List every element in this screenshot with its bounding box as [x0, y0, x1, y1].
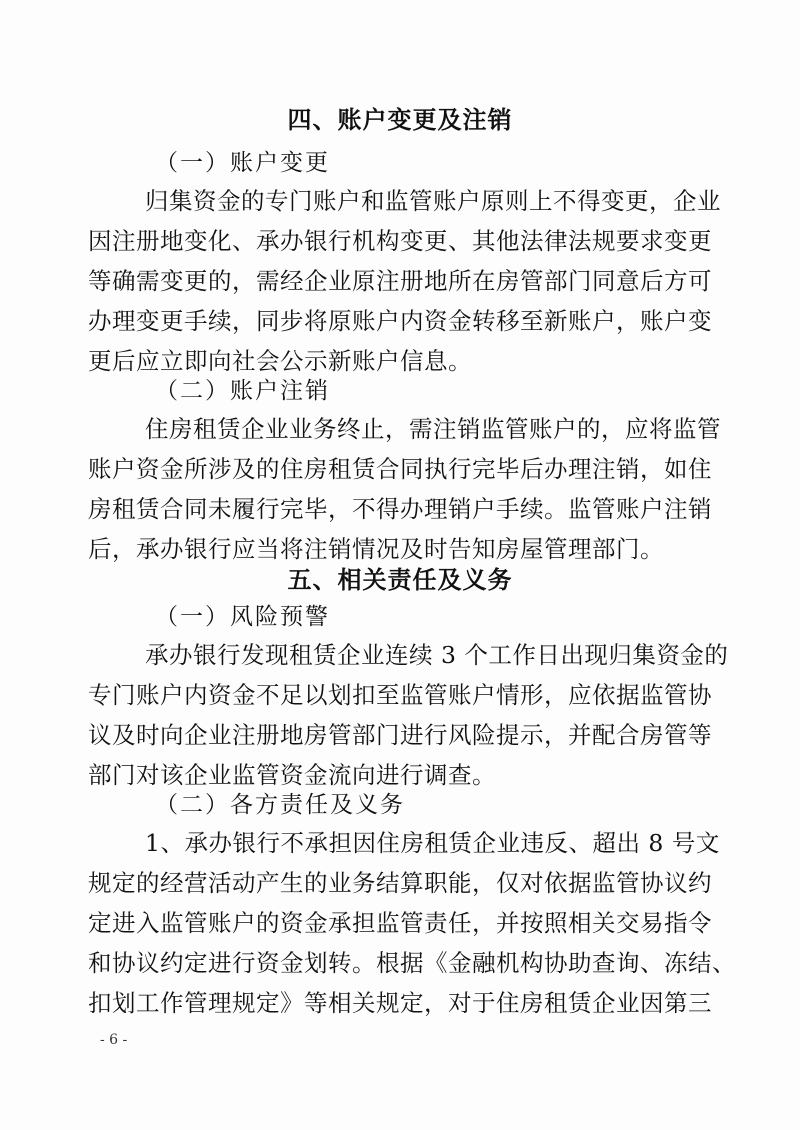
paragraph-line: 议及时向企业注册地房管部门进行风险提示，并配合房管等: [88, 721, 712, 749]
paragraph-line: 规定的经营活动产生的业务结算职能，仅对依据监管协议约: [88, 869, 712, 897]
section-4-title: 四、账户变更及注销: [287, 106, 513, 134]
paragraph-line: 定进入监管账户的资金承担监管责任，并按照相关交易指令: [88, 909, 712, 937]
paragraph-line: 等确需变更的，需经企业原注册地所在房管部门同意后方可: [88, 267, 712, 295]
paragraph-line: 扣划工作管理规定》等相关规定，对于住房租赁企业因第三: [88, 989, 712, 1017]
section-5-title: 五、相关责任及义务: [287, 566, 513, 594]
paragraph-line: 账户资金所涉及的住房租赁合同执行完毕后办理注销，如住: [88, 455, 712, 483]
paragraph-line: 和协议约定进行资金划转。根据《金融机构协助查询、冻结、: [88, 949, 736, 977]
section-5-2-title: （二）各方责任及义务: [155, 792, 405, 818]
section-4-2-title: （二）账户注销: [155, 378, 330, 404]
paragraph-line: 办理变更手续，同步将原账户内资金转移至新账户，账户变: [88, 307, 712, 335]
page-number: - 6 -: [100, 1032, 128, 1048]
paragraph-line: 房租赁合同未履行完毕，不得办理销户手续。监管账户注销: [88, 495, 712, 523]
section-4-1-title: （一）账户变更: [155, 150, 330, 176]
paragraph-line: 部门对该企业监管资金流向进行调查。: [88, 761, 496, 789]
paragraph-line: 更后应立即向社会公示新账户信息。: [88, 347, 472, 375]
section-5-1-title: （一）风险预警: [155, 604, 330, 630]
paragraph-line: 专门账户内资金不足以划扣至监管账户情形，应依据监管协: [88, 681, 712, 709]
paragraph-line: 因注册地变化、承办银行机构变更、其他法律法规要求变更: [88, 227, 712, 255]
paragraph-line: 归集资金的专门账户和监管账户原则上不得变更，企业: [145, 187, 721, 215]
paragraph-line: 1、承办银行不承担因住房租赁企业违反、超出 8 号文: [145, 829, 720, 857]
paragraph-line: 住房租赁企业业务终止，需注销监管账户的，应将监管: [145, 415, 721, 443]
paragraph-line: 承办银行发现租赁企业连续 3 个工作日出现归集资金的: [145, 641, 729, 669]
paragraph-line: 后，承办银行应当将注销情况及时告知房屋管理部门。: [88, 535, 664, 563]
